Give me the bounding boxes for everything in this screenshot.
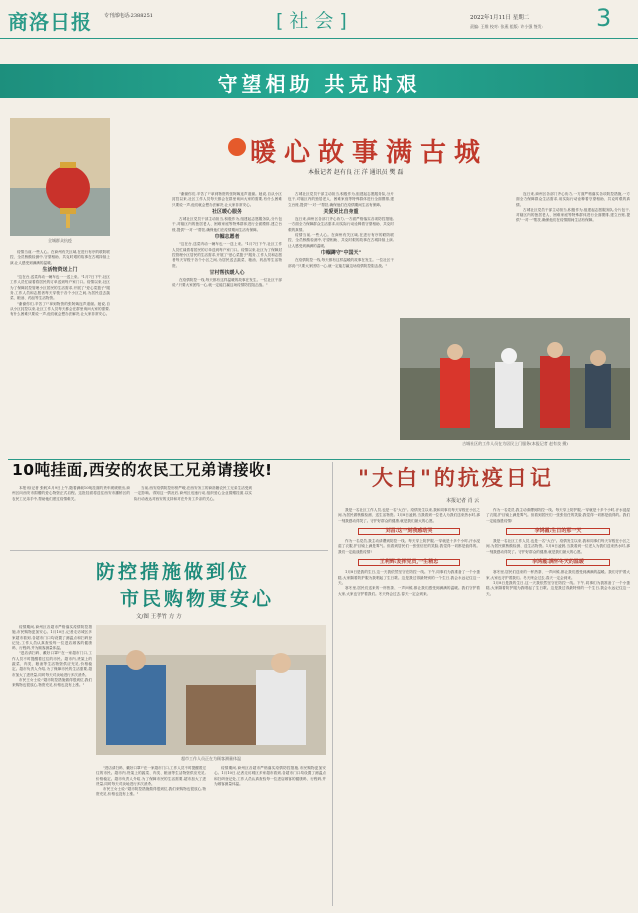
lead-photo-caption: 全城群众抗疫: [48, 238, 72, 243]
diary-text: 寒冬里,居民们送来的一杯热茶、一声问候,都让我们感受到满满的温暖。我们守护着大家,大家也守护着我们。冬天终会过去,春天一定会到来。: [486, 570, 630, 580]
article1-paragraph: "谢谢你们,辛苦了!"拿到物资的张阿姨连声道谢。她说,自从小区封控以来,社区工作人员每天都会在群里询问大家的需要,有什么困难只要说一声,他们就会想办法解决,让大家非常安心。: [10, 301, 110, 317]
article1-subhead: 巾帼蹲守"中国天": [320, 249, 362, 256]
masthead: [0, 0, 638, 42]
article3-title-line2: 市民购物更安心: [120, 588, 275, 610]
diary-text: 1月8日是我的生日,这一天我依然坚守在防控一线。下午,同事们为我准备了一个小蛋糕,大家隔着防护服为我唱起了生日歌。这是我过得最特别的一个生日,我会永远记住这一天。: [486, 580, 630, 596]
volunteers-photo: [400, 318, 630, 440]
article1-paragraph: 在疫情防控一线,每天都有这样温暖的故事在发生。一位社区干部说:"只要大家团结一心,就一定能打赢这场疫情防控阻击战。": [288, 258, 394, 268]
article3-byline: 文/图 王孝竹 方 方: [136, 614, 182, 620]
page-number: 3: [596, 4, 612, 32]
article2-body-col2: [134, 486, 252, 546]
article1-paragraph: "这在台,送菜肉动一辆车也一一送上来。"1月7日下午,社区工作人员忙碌着将居民的订单送到每户家门口。疫情以来,社区为了保障封控管理小区居民的生活需求,开展了"爱心菜篮子"服务,工作人员和志愿者每天穿梭于各个小区之间,为居民送去蔬菜、粮油、药品等生活物资。: [172, 242, 282, 268]
article3-paragraph: 市民王女士说:"超市防控措施做得很到位,我们来购物也很放心,物资充足,价格也没有上涨。": [12, 677, 92, 688]
article1-photo: [400, 318, 630, 440]
article1-byline: 本报记者 赵有良 汪 洋 通讯员 樊 磊: [308, 169, 404, 176]
article2-paragraph: 本报讯(记者 张帆)1月9日上午,随着满载10吨挂面的货车缓缓驶出,商州区向西安市捐赠的爱心物资正式启程。这批挂面将送往西安市灞桥区的农民工兄弟手中,帮助他们度过疫情难关。: [12, 486, 130, 501]
article1-subhead: 生活物资送上门: [42, 266, 78, 273]
article3-paragraph: 市民王女士说:"超市防控措施做得很到位,我们来购物也很放心,物资充足,价格也没有上涨。": [96, 787, 206, 797]
article2-body: [12, 486, 130, 546]
article1-paragraph: "谢谢你们,辛苦了!"拿到物资的张阿姨连声道谢。她说,自从小区封控以来,社区工作人员每天都会在群里询问大家的需要,有什么困难只要说一声,他们就会想办法解决,让大家非常安心。: [172, 192, 282, 207]
article3-paragraph: 疫情期间,商州区各超市严格落实疫情防控措施,市民购物更加安心。1月10日,记者走访城区多家超市看到,各超市门口均设置了测温点和扫码登记处,工作人员认真查验每一位进店顾客的健康码、行程码,并为顾客测量体温。: [12, 625, 92, 651]
banner: [0, 64, 638, 98]
article4-title: "大白"的抗疫日记: [358, 465, 554, 490]
article1-photo-caption: 古城社区的工作人员在为居民上门服务(本报记者 赵有良 摄): [462, 441, 568, 446]
article2-title: 10吨挂面,西安的农民工兄弟请接收!: [12, 461, 273, 479]
article1-subhead: 关爱更比自身重: [323, 208, 359, 215]
supermarket-photo: [96, 625, 326, 755]
article3-photo: [96, 625, 326, 755]
hotline: 专刊部电话:2388251: [104, 13, 153, 19]
article4-byline: 本报记者 肖 云: [446, 498, 480, 504]
masthead-divider: [0, 38, 638, 39]
article1-paragraph: 疫情当前,一些人心。在商州有关区域,在进行有序的联防联控、全员核酸检测中,守望相助、共克时艰的故事在古城持续上演,让人感受到满满的温暖。: [288, 233, 394, 248]
article3-col2: [96, 766, 206, 906]
section-label: [社会]: [276, 10, 353, 32]
diary-text: 寒冬里,居民们送来的一杯热茶、一声问候,都让我们感受到满满的温暖。我们守护着大家,大家也守护着我们。冬天终会过去,春天一定会到来。: [338, 586, 480, 596]
article3-paragraph: 疫情期间,商州区各超市严格落实疫情防控措施,市民购物更加安心。1月10日,记者走访城区多家超市看到,各超市门口均设置了测温点和扫码登记处,工作人员认真查验每一位进店顾客的健康码、行程码,并为顾客测量体温。: [214, 766, 326, 786]
article1-paragraph: 古城社区党员干部主动担当,积极作为,组建起志愿服务队,分片包干,对辖区内的独居老人、困难家庭等特殊群体进行全面摸排,建立台账,提供"一对一"帮扶,确保他们在疫情期间生活有保障。: [172, 217, 282, 232]
article1-subhead: 巾帼志愿者: [214, 234, 240, 241]
diary-head: 李鸿霞:满怀冬天的温暖: [506, 559, 610, 566]
diary-text: 作为一名党员,我主动请缨到防控一线。每天穿上防护服,一穿就是十多个小时,汗水浸湿了衣服,护目镜上满是雾气。但看到居民们一张张信任的笑脸,我觉得一切都是值得的。我们一定能战胜疫情!: [486, 508, 630, 523]
column-rule: [332, 462, 333, 906]
article1-col3: [288, 192, 394, 456]
lantern-photo: [10, 118, 110, 236]
article3-col3: [214, 766, 326, 906]
diary-head: 王利辉:发挥党员,一生精忠: [358, 559, 460, 566]
editors-line: 责编: 王维 校对: 张燕 组版: 许小强 签发:: [470, 24, 544, 29]
article1-paragraph: 在疫情防控一线,每天都有这样温暖的故事在发生。一位社区干部说:"只要大家团结一心,就一定能打赢这场疫情防控阻击战。": [172, 278, 282, 288]
diary-head: 刘昌:这一刻我感动哭: [358, 528, 460, 535]
diary-text: 我是一名社区工作人员,也是一名"大白"。疫情发生以来,我和同事们每天穿梭在小区之间,为居民做核酸检测、送生活物资。1月8日凌晨,当我看到一位老人为我们送来热水时,那一刻我感动得哭了。守护好群众的健康,就是我们最大的心愿。: [338, 508, 480, 523]
article3-photo-caption: 超市工作人员正在为顾客测量体温: [181, 756, 241, 761]
article3-col1: [12, 625, 92, 905]
article1-col4: [516, 192, 630, 322]
diary-text: 作为一名党员,我主动请缨到防控一线。每天穿上防护服,一穿就是十多个小时,汗水浸湿了衣服,护目镜上满是雾气。但看到居民们一张张信任的笑脸,我觉得一切都是值得的。我们一定能战胜疫情!: [338, 539, 480, 554]
diary-text: 1月8日是我的生日,这一天我依然坚守在防控一线。下午,同事们为我准备了一个小蛋糕,大家隔着防护服为我唱起了生日歌。这是我过得最特别的一个生日,我会永远记住这一天。: [338, 570, 480, 585]
article1-heart-icon: [228, 138, 246, 156]
article2-paragraph: 当前,西安疫情防控形势严峻,在西安务工的商洛籍农民工兄弟生活受到一定影响。得知这一情况后,商州区迅速行动,组织爱心企业捐赠挂面,以实际行动表达对西安的支持和对在外务工乡亲的关心。: [134, 486, 252, 501]
article1-title: 暖心故事满古城: [250, 138, 489, 168]
article1-lead-photo: [10, 118, 110, 236]
diary-text: 我是一名社区工作人员,也是一名"大白"。疫情发生以来,我和同事们每天穿梭在小区之间,为居民做核酸检测、送生活物资。1月8日凌晨,当我看到一位老人为我们送来热水时,那一刻我感动得哭了。守护好群众的健康,就是我们最大的心愿。: [486, 539, 630, 554]
article1-subhead: 社区暖心服务: [211, 208, 242, 215]
article4-col1: [338, 508, 480, 906]
article1-paragraph: 连日来,商州区各部门齐心协力,一方面严格落实各项防控措施,一方面全力保障群众生活需求,用实际行动诠释着守望相助、共克时艰的真情。: [288, 217, 394, 232]
article1-paragraph: 疫情当前,一些人心。在商州有关区域,在进行有序的联防联控、全员核酸检测中,守望相助、共克时艰的故事在古城持续上演,让人感受到满满的温暖。: [10, 250, 110, 265]
banner-title: 守望相助 共克时艰: [217, 72, 421, 96]
diary-head: 李鸿霞:生日的那一天: [506, 528, 610, 535]
article3-paragraph: "进店请扫码、戴好口罩!"在一家超市门口,工作人员不时提醒着过往的市民。超市内,货架上的蔬菜、肉类、粮油等生活物资供应充足,价格稳定。超市负责人介绍,为了保障市民的生活需要,超市加大了进货量,同时每天对卖场进行多次消杀。: [12, 651, 92, 677]
article1-paragraph: 连日来,商州区各部门齐心协力,一方面严格落实各项防控措施,一方面全力保障群众生活需求,用实际行动诠释着守望相助、共克时艰的真情。: [516, 192, 630, 207]
article1-paragraph: "这在台,送菜肉动一辆车也一一送上来。"1月7日下午,社区工作人员忙碌着将居民的订单送到每户家门口。疫情以来,社区为了保障封控管理小区居民的生活需求,开展了"爱心菜篮子"服务,工作人员和志愿者每天穿梭于各个小区之间,为居民送去蔬菜、粮油、药品等生活物资。: [10, 275, 110, 301]
newspaper-logo: 商洛日报: [8, 10, 92, 34]
article3-title-line1: 防控措施做到位: [96, 561, 251, 583]
article3-paragraph: "进店请扫码、戴好口罩!"在一家超市门口,工作人员不时提醒着过往的市民。超市内,货架上的蔬菜、肉类、粮油等生活物资供应充足,价格稳定。超市负责人介绍,为了保障市民的生活需要,超市加大了进货量,同时每天对卖场进行多次消杀。: [96, 766, 206, 786]
issue-date: 2022年1月11日 星期二: [470, 15, 530, 21]
article1-paragraph: 古城社区党员干部主动担当,积极作为,组建起志愿服务队,分片包干,对辖区内的独居老人、困难家庭等特殊群体进行全面摸排,建立台账,提供"一对一"帮扶,确保他们在疫情期间生活有保障。: [288, 192, 394, 207]
article1-subhead: 甘村帮扶暖人心: [209, 269, 245, 276]
article1-col2: [172, 192, 282, 456]
article4-col2: [486, 508, 630, 906]
article2-divider: [10, 550, 328, 551]
article1-paragraph: 古城社区党员干部主动担当,积极作为,组建起志愿服务队,分片包干,对辖区内的独居老人、困难家庭等特殊群体进行全面摸排,建立台账,提供"一对一"帮扶,确保他们在疫情期间生活有保障。: [516, 207, 630, 223]
